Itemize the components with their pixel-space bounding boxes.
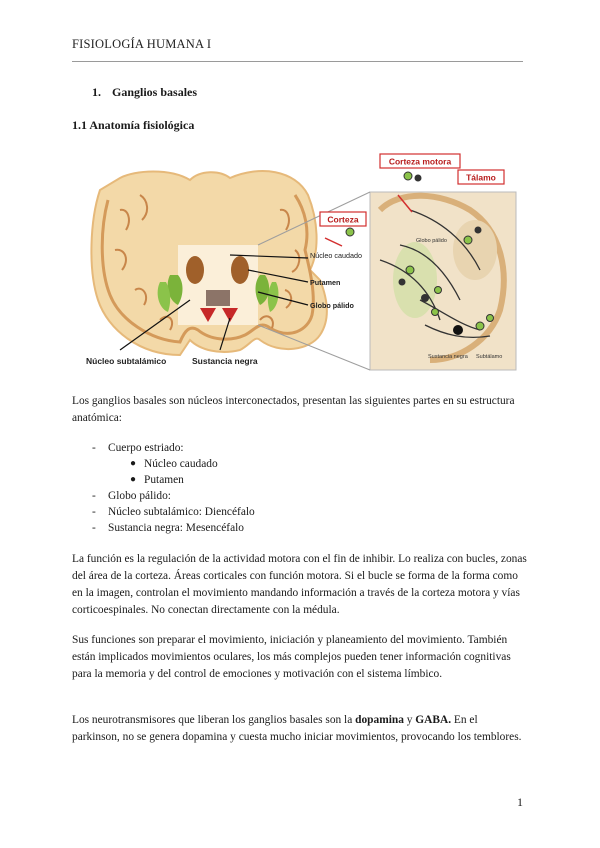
list-item-text: Cuerpo estriado: <box>108 442 184 454</box>
figure-label-globo-palido-small: Globo pálido <box>416 238 447 244</box>
list-item-text: Núcleo subtalámico: Diencéfalo <box>108 506 255 518</box>
bold-term-gaba: GABA. <box>415 714 452 726</box>
figure-label-putamen: Putamen <box>310 278 341 287</box>
paragraph-text: y <box>403 714 416 726</box>
anatomy-list <box>92 440 512 536</box>
list-item: - Globo pálido: <box>92 490 171 502</box>
figure-label-sustancia-negra: Sustancia negra <box>192 356 258 366</box>
bold-term-dopamina: dopamina <box>355 714 404 726</box>
list-subitem <box>92 472 512 488</box>
list-item: - Sustancia negra: Mesencéfalo <box>92 522 244 534</box>
neurotransmitters-paragraph <box>72 712 527 746</box>
functions-paragraph: Sus funciones son preparar el movimiento, iniciación y planeamiento del movimiento. También están implicados movimientos oculares, los más complejos pueden tener información cognitivas para la memoria y del control de emociones y motivación con el sistema límbico. <box>72 634 511 680</box>
list-item-text: Núcleo caudado <box>144 458 218 470</box>
figure-label-talamo: Tálamo <box>466 172 496 183</box>
header-divider <box>72 61 523 62</box>
list-item: - Núcleo subtalámico: Diencéfalo <box>92 506 255 518</box>
list-item: - Cuerpo estriado: <box>92 442 184 454</box>
paragraph-text: En el parkinson, no se genera dopamina y cuesta mucho iniciar movimientos, provocando los temblores. <box>72 714 522 743</box>
basal-ganglia-figure <box>80 150 520 372</box>
list-item-text: Globo pálido: <box>108 490 171 502</box>
list-item-text: Putamen <box>144 474 184 486</box>
list-item-text: Sustancia negra: Mesencéfalo <box>108 522 244 534</box>
figure-label-subtalamo-small: Subtálamo <box>476 354 503 360</box>
inset-panel <box>370 192 516 370</box>
figure-label-globo-palido: Globo pálido <box>310 301 354 310</box>
paragraph-text: Los neurotransmisores que liberan los ganglios basales son la <box>72 714 356 726</box>
section-heading <box>92 85 197 100</box>
bullet-icon: ● <box>130 474 137 485</box>
figure-label-nucleo-caudado: Núcleo caudado <box>310 251 362 260</box>
figure-label-sustancia-negra-small: Sustancia negra <box>428 354 468 360</box>
intro-paragraph: Los ganglios basales son núcleos interconectados, presentan las siguientes partes en su estructura anatómica: <box>72 395 515 424</box>
brain-section-illustration <box>91 171 326 355</box>
subsection-heading: 1.1 Anatomía fisiológica <box>72 118 195 132</box>
function-paragraph: La función es la regulación de la actividad motora con el fin de inhibir. Lo realiza con bucles, zonas del área de la corteza. Áreas corticales con función motora. Si el bucle se forma de la forma como en la imagen, controlan el movimiento mandando información a través de la corteza motora y vías corticoespinales. No conectan directamente con la médula. <box>72 553 527 616</box>
figure-label-nucleo-subtalamico: Núcleo subtalámico <box>86 356 167 366</box>
section-number: 1. <box>92 85 101 99</box>
list-subitem <box>92 456 512 472</box>
page-header-title: FISIOLOGÍA HUMANA I <box>72 37 212 51</box>
page-number: 1 <box>517 795 523 809</box>
figure-label-corteza-motora: Corteza motora <box>388 156 452 167</box>
bullet-icon: ● <box>130 458 137 469</box>
figure-label-corteza: Corteza <box>327 214 359 225</box>
section-title: Ganglios basales <box>112 85 198 99</box>
